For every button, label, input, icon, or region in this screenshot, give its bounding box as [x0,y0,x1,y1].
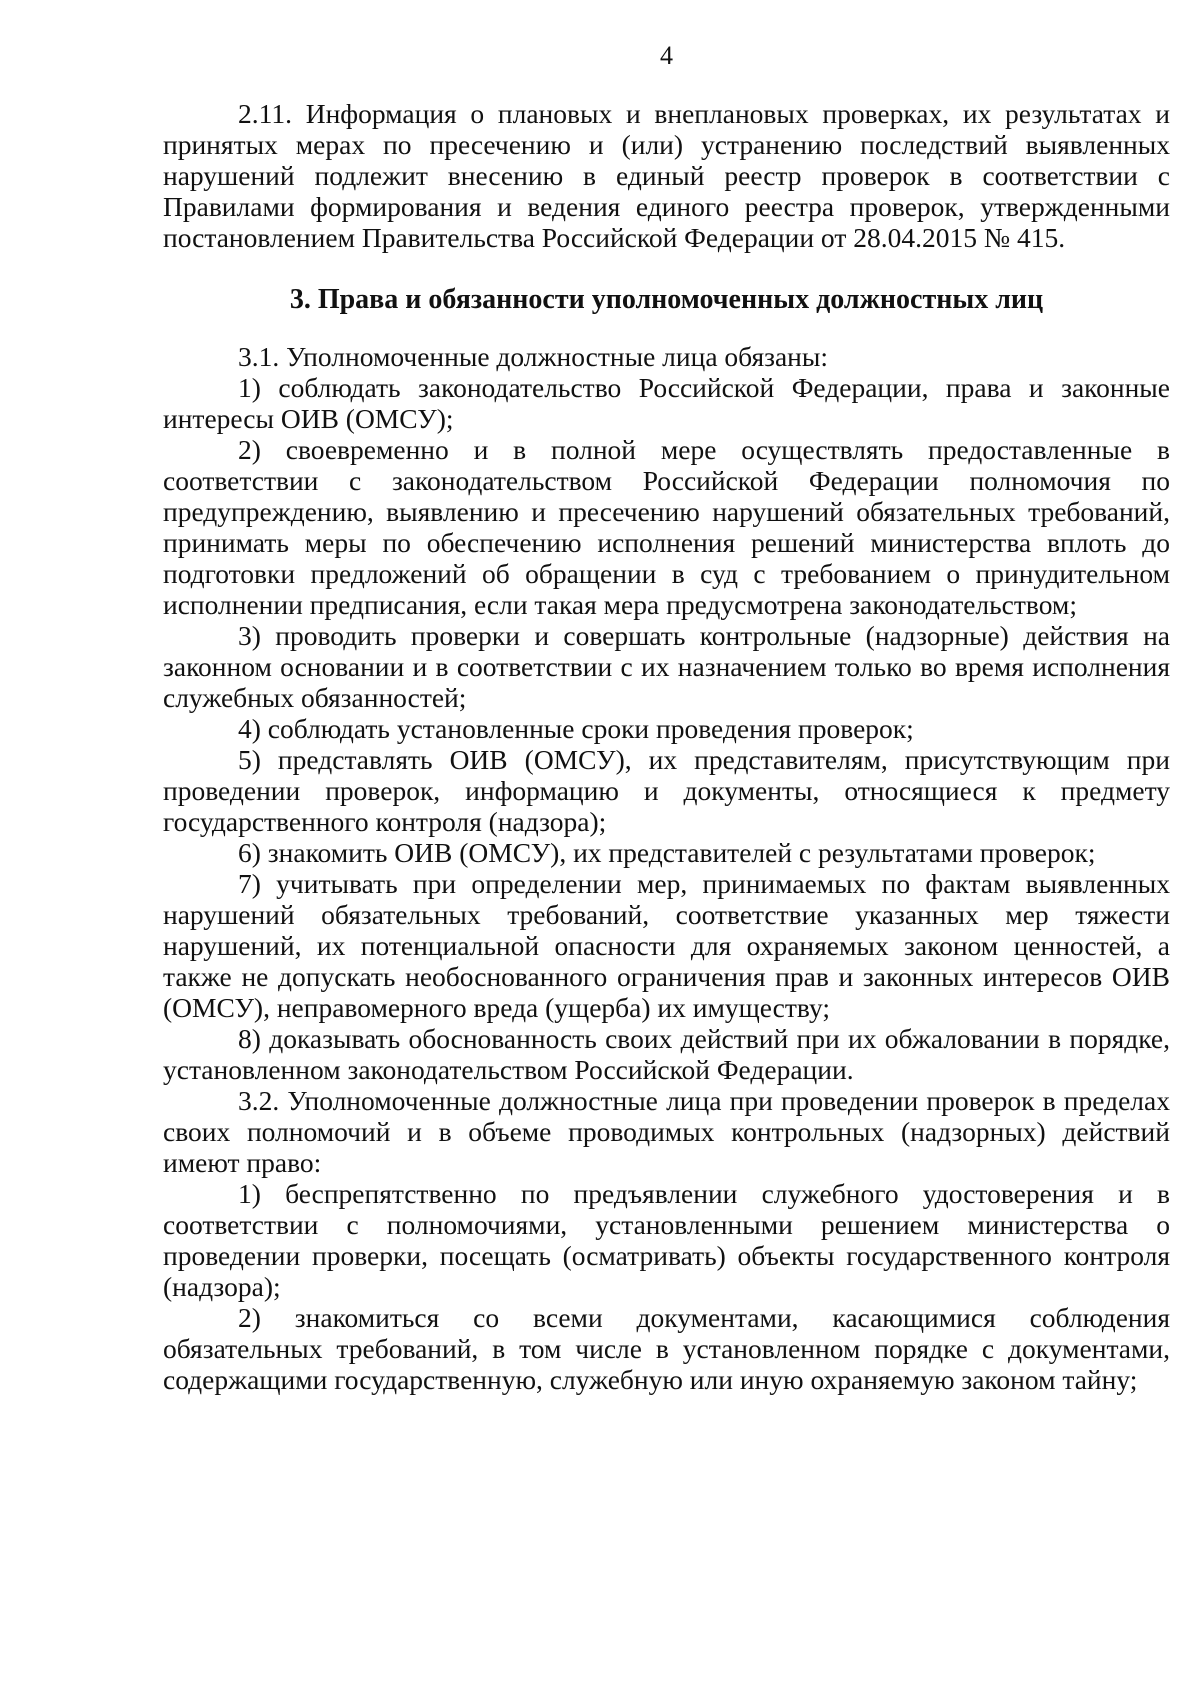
right-item-2: 2) знакомиться со всеми документами, касающимися соблюдения обязательных требований, в том числе в установленном порядке с документами, содержащими государственную, служебную или иную охраняемую законом тайну; [163,1302,1170,1395]
duty-item-7: 7) учитывать при определении мер, принимаемых по фактам выявленных нарушений обязательных требований, соответствие указанных мер тяжести нарушений, их потенциальной опасности для охраняемых законом ценностей, а также не допускать необоснованного ограничения прав и законных интересов ОИВ (ОМСУ), неправомерного вреда (ущерба) их имуществу; [163,868,1170,1023]
right-item-1: 1) беспрепятственно по предъявлении служебного удостоверения и в соответствии с полномочиями, установленными решением министерства о проведении проверки, посещать (осматривать) объекты государственного контроля (надзора); [163,1178,1170,1302]
section-3-heading: 3. Права и обязанности уполномоченных должностных лиц [289,284,1044,315]
paragraph-2-11: 2.11. Информация о плановых и внеплановых проверках, их результатах и принятых мерах по пресечению и (или) устранению последствий выявленных нарушений подлежит внесению в единый реестр проверок в соответствии с Правилами формирования и ведения единого реестра проверок, утвержденными постановлением Правительства Российской Федерации от 28.04.2015 № 415. [163,98,1170,253]
duty-item-5: 5) представлять ОИВ (ОМСУ), их представителям, присутствующим при проведении проверок, информацию и документы, относящиеся к предмету государственного контроля (надзора); [163,744,1170,837]
document-page [163,40,1170,1395]
duty-item-4: 4) соблюдать установленные сроки проведения проверок; [238,713,914,744]
page-number: 4 [660,41,673,70]
paragraph-3-1-intro: 3.1. Уполномоченные должностные лица обязаны: [238,341,829,372]
duty-item-3: 3) проводить проверки и совершать контрольные (надзорные) действия на законном основании и в соответствии с их назначением только во время исполнения служебных обязанностей; [163,620,1170,713]
duty-item-8: 8) доказывать обоснованность своих действий при их обжаловании в порядке, установленном законодательством Российской Федерации. [163,1023,1170,1085]
duty-item-2: 2) своевременно и в полной мере осуществлять предоставленные в соответствии с законодательством Российской Федерации полномочия по предупреждению, выявлению и пресечению нарушений обязательных требований, принимать меры по обеспечению исполнения решений министерства вплоть до подготовки предложений об обращении в суд с требованием о принудительном исполнении предписания, если такая мера предусмотрена законодательством; [163,434,1170,620]
duty-item-1: 1) соблюдать законодательство Российской Федерации, права и законные интересы ОИВ (ОМСУ); [163,372,1170,434]
duty-item-6: 6) знакомить ОИВ (ОМСУ), их представителей с результатами проверок; [238,837,1096,868]
paragraph-3-2-intro: 3.2. Уполномоченные должностные лица при проведении проверок в пределах своих полномочий и в объеме проводимых контрольных (надзорных) действий имеют право: [163,1085,1170,1178]
